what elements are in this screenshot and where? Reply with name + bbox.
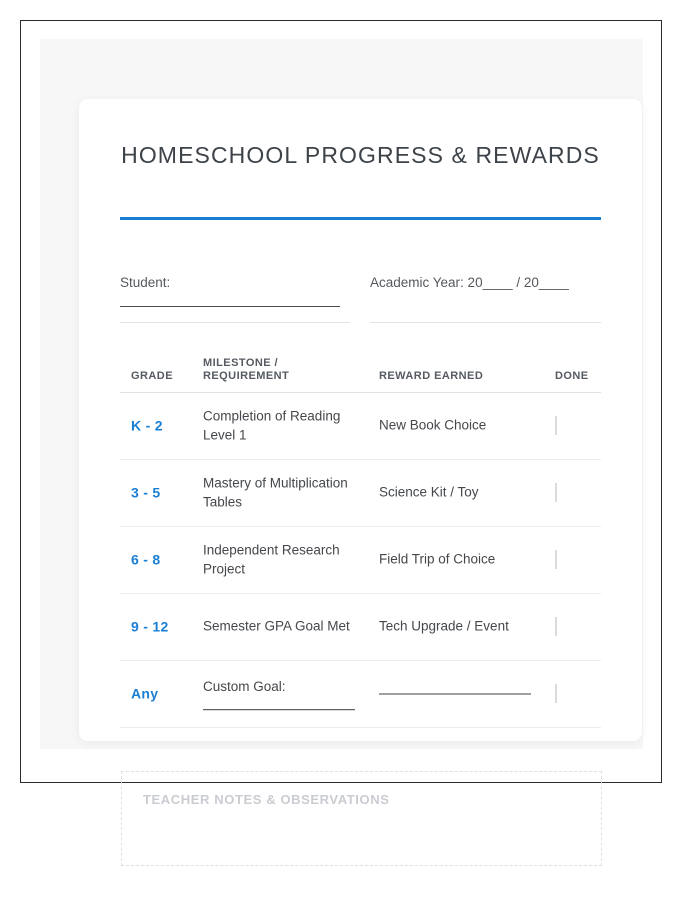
academic-year-label: Academic Year: 20____ / 20____ <box>370 275 569 290</box>
done-checkbox[interactable] <box>555 416 557 435</box>
cell-grade: Any <box>131 685 159 702</box>
student-label: Student: <box>120 275 171 290</box>
cell-done[interactable] <box>555 618 557 636</box>
cell-reward: New Book Choice <box>379 417 487 433</box>
meta-fields-row <box>120 263 601 335</box>
student-write-in-line[interactable] <box>120 306 340 307</box>
academic-year-field[interactable] <box>370 263 601 323</box>
cell-reward: Field Trip of Choice <box>379 551 496 567</box>
cell-milestone: Independent Research Project <box>203 542 340 576</box>
cell-reward <box>379 694 549 695</box>
cell-milestone: Mastery of Multiplication Tables <box>203 475 348 509</box>
table-row <box>120 594 601 661</box>
table-header-row <box>120 345 601 393</box>
custom-reward-write-in-line[interactable] <box>379 694 531 695</box>
cell-grade: 6 - 8 <box>131 551 161 568</box>
done-checkbox[interactable] <box>555 617 557 636</box>
column-header-done: DONE <box>555 370 589 383</box>
column-header-milestone: MILESTONE / REQUIREMENT <box>203 356 290 383</box>
done-checkbox[interactable] <box>555 550 557 569</box>
table-row <box>120 527 601 594</box>
cell-reward: Tech Upgrade / Event <box>379 618 509 634</box>
cell-done[interactable] <box>555 685 557 703</box>
cell-milestone: Semester GPA Goal Met <box>203 618 350 634</box>
done-checkbox[interactable] <box>555 684 557 703</box>
cell-reward: Science Kit / Toy <box>379 484 479 500</box>
page-title: HOMESCHOOL PROGRESS & REWARDS <box>121 142 600 168</box>
cell-grade: 3 - 5 <box>131 484 161 501</box>
worksheet-content <box>120 99 601 741</box>
title-accent-rule <box>120 217 601 220</box>
cell-milestone: Completion of Reading Level 1 <box>203 408 341 442</box>
cell-done[interactable] <box>555 484 557 502</box>
worksheet-card <box>79 99 642 741</box>
browser-viewport-frame <box>20 20 662 807</box>
custom-goal-label: Custom Goal: <box>203 679 286 695</box>
cell-grade: 9 - 12 <box>131 618 169 635</box>
cell-done[interactable] <box>555 551 557 569</box>
cell-grade: K - 2 <box>131 417 163 434</box>
teacher-notes-heading: TEACHER NOTES & OBSERVATIONS <box>143 792 390 807</box>
custom-goal-write-in-line[interactable] <box>203 709 355 710</box>
table-row <box>120 661 601 728</box>
milestones-table <box>120 345 601 728</box>
done-checkbox[interactable] <box>555 483 557 502</box>
cell-done[interactable] <box>555 417 557 435</box>
table-row <box>120 393 601 460</box>
cell-milestone <box>203 678 371 710</box>
column-header-grade: GRADE <box>131 370 173 383</box>
column-header-reward: REWARD EARNED <box>379 370 484 383</box>
table-row <box>120 460 601 527</box>
page-surface <box>40 39 643 749</box>
teacher-notes-panel <box>121 771 602 866</box>
student-field[interactable] <box>120 263 350 323</box>
